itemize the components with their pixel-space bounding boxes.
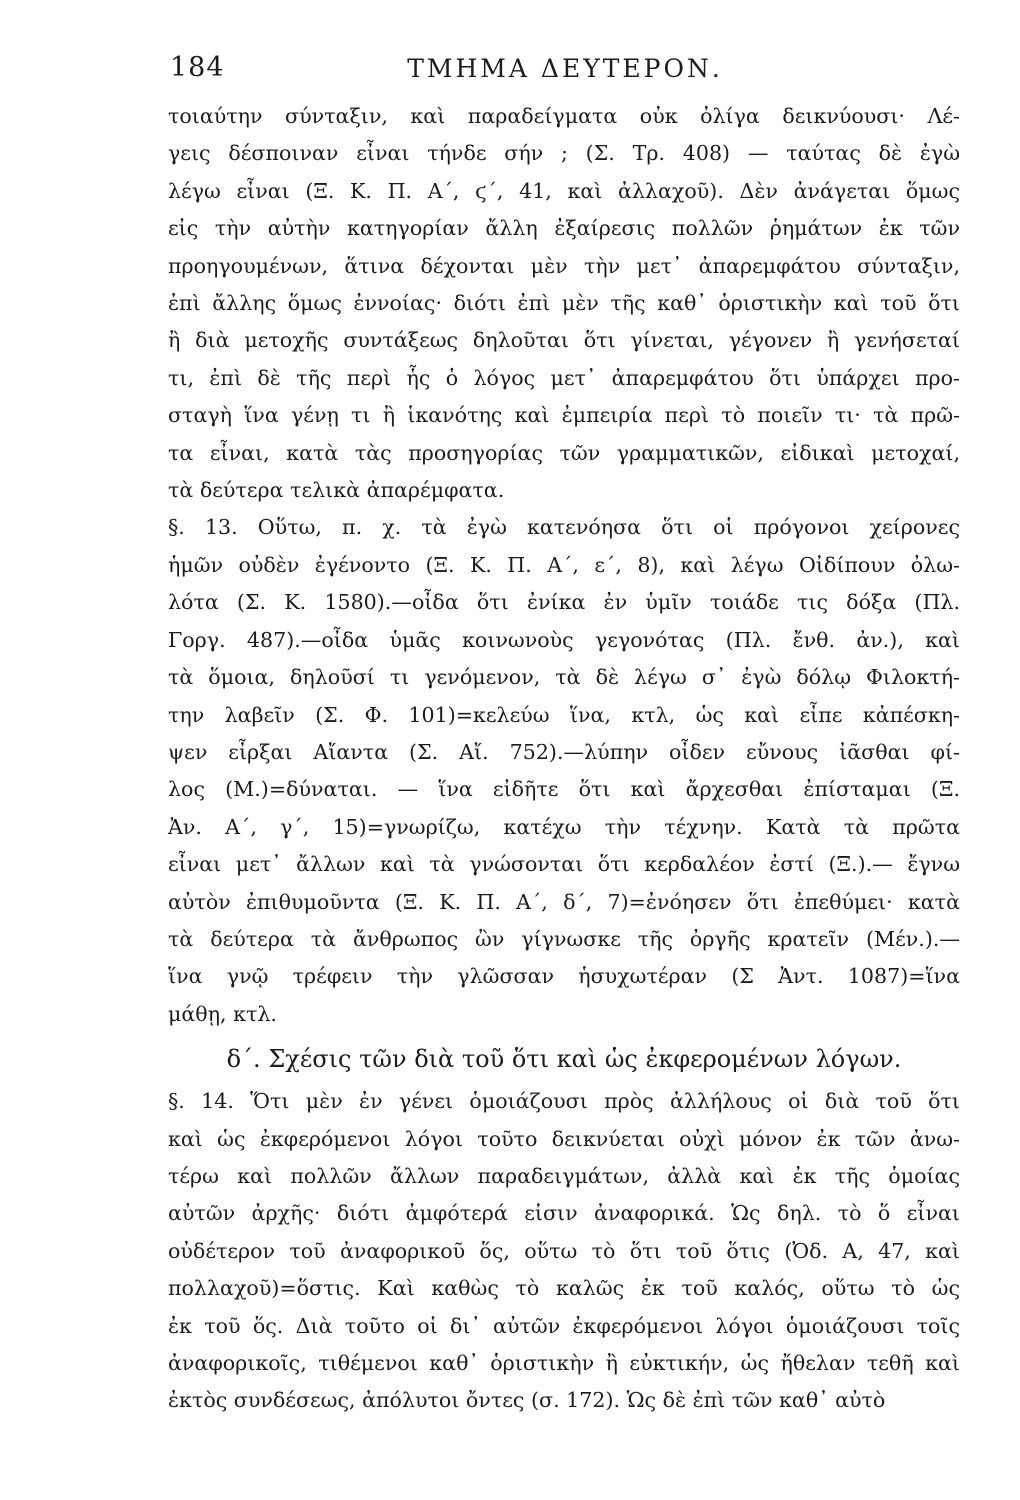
text-line: τι, ἐπὶ δὲ τῆς περὶ ἧς ὁ λόγος μετ᾽ ἀπαρεμφάτου ὅτι ὑπάρχει προ- [168, 365, 960, 390]
text-line: εἶναι μετ᾽ ἄλλων καὶ τὰ γνώσονται ὅτι κερδαλέον ἐστί (Ξ.).— ἔγνω [168, 852, 960, 877]
text-line: καὶ ὡς ἐκφερόμενοι λόγοι τοῦτο δεικνύεται οὐχὶ μόνον ἐκ τῶν ἀνω- [168, 1126, 960, 1151]
text-line: ἐκ τοῦ ὅς. Διὰ τοῦτο οἱ δι᾽ αὐτῶν ἐκφερόμενοι λόγοι ὁμοιάζουσι τοῖς [168, 1313, 960, 1338]
text-line: αὐτῶν ἀρχῆς· διότι ἀμφότερά εἰσιν ἀναφορικά. Ὡς δηλ. τὸ ὅ εἶναι [168, 1201, 960, 1226]
text-line: μάθῃ, κτλ. [168, 1001, 277, 1026]
paragraph-syntax-exceptions [168, 98, 960, 509]
paragraph-section-13 [168, 509, 960, 1033]
text-line: ψεν εἶρξαι Αἴαντα (Σ. Αἴ. 752).—λύπην οἶδεν εὔνους ἰᾶσθαι φί- [168, 739, 960, 764]
text-line: Ἀν. Α΄, γ΄, 15)=γνωρίζω, κατέχω τὴν τέχνην. Κατὰ τὰ πρῶτα [168, 814, 960, 839]
text-line: τὰ δεύτερα τὰ ἄνθρωπος ὢν γίγνωσκε τῆς ὀργῆς κρατεῖν (Μέν.).— [168, 926, 960, 951]
page-number: 184 [170, 52, 225, 83]
text-line: ἢ διὰ μετοχῆς συντάξεως δηλοῦται ὅτι γίνεται, γέγονεν ἢ γενήσεταί [168, 328, 960, 353]
page-body [168, 98, 960, 1420]
text-line: τοιαύτην σύνταξιν, καὶ παραδείγματα οὐκ ὀλίγα δεικνύουσι· Λέ- [168, 104, 960, 128]
text-line: σταγὴ ἵνα γένῃ τι ἢ ἱκανότης καὶ ἐμπειρία περὶ τὸ ποιεῖν τι· τὰ πρῶ- [168, 403, 960, 428]
text-line: γεις δέσποιναν εἶναι τήνδε σήν ; (Σ. Τρ. 408) — ταύτας δὲ ἐγὼ [168, 141, 960, 166]
section-heading: δ΄. Σχέσις τῶν διὰ τοῦ ὅτι καὶ ὡς ἐκφερομένων λόγων. [226, 1045, 902, 1074]
text-line: τὰ ὅμοια, δηλοῦσί τι γενόμενον, τὰ δὲ λέγω σ᾽ ἐγὼ δόλῳ Φιλοκτή- [168, 665, 960, 690]
text-line: τὰ δεύτερα τελικὰ ἀπαρέμφατα. [168, 478, 505, 503]
text-line: προηγουμένων, ἅτινα δέχονται μὲν τὴν μετ᾽ ἀπαρεμφάτου σύνταξιν, [168, 253, 960, 278]
text-line: ἐπὶ ἄλλης ὅμως ἐννοίας· διότι ἐπὶ μὲν τῆς καθ᾽ ὁριστικὴν καὶ τοῦ ὅτι [168, 291, 960, 316]
text-line: §. 14. Ὅτι μὲν ἐν γένει ὁμοιάζουσι πρὸς ἀλλήλους οἱ διὰ τοῦ ὅτι [168, 1089, 960, 1114]
text-line: ἵνα γνῷ τρέφειν τὴν γλῶσσαν ἡσυχωτέραν (Σ Ἀντ. 1087)=ἵνα [168, 964, 960, 989]
text-line: ἀναφορικοῖς, τιθέμενοι καθ᾽ ὁριστικὴν ἢ εὐκτικήν, ὡς ἤθελαν τεθῆ καὶ [168, 1351, 960, 1375]
text-line: αὐτὸν ἐπιθυμοῦντα (Ξ. Κ. Π. Α΄, δ΄, 7)=ἐνόησεν ὅτι ἐπεθύμει· κατὰ [168, 889, 960, 914]
paragraph-section-14 [168, 1083, 960, 1420]
text-line: λέγω εἶναι (Ξ. Κ. Π. Α΄, ϛ΄, 41, καὶ ἀλλαχοῦ). Δὲν ἀνάγεται ὅμως [168, 178, 960, 203]
text-line: λότα (Σ. Κ. 1580).—οἶδα ὅτι ἐνίκα ἐν ὑμῖν τοιάδε τις δόξα (Πλ. [168, 590, 960, 615]
text-line: ἡμῶν οὐδὲν ἐγένοντο (Ξ. Κ. Π. Α΄, ε΄, 8), καὶ λέγω Οἰδίπουν ὀλω- [168, 552, 960, 577]
text-line: Γοργ. 487).—οἶδα ὑμᾶς κοινωνοὺς γεγονότας (Πλ. ἔνθ. ἀν.), καὶ [168, 627, 960, 652]
running-title: ΤΜΗΜΑ ΔΕΥΤΕΡΟΝ. [407, 54, 723, 83]
text-line: την λαβεῖν (Σ. Φ. 101)=κελεύω ἵνα, κτλ, ὡς καὶ εἶπε κἀπέσκη- [168, 702, 960, 727]
text-line: ἐκτὸς συνδέσεως, ἀπόλυτοι ὄντες (σ. 172). Ὡς δὲ ἐπὶ τῶν καθ᾽ αὐτὸ [168, 1388, 886, 1413]
text-line: εἰς τὴν αὐτὴν κατηγορίαν ἄλλη ἐξαίρεσις πολλῶν ῥημάτων ἐκ τῶν [168, 216, 960, 241]
text-line: τα εἶναι, κατὰ τὰς προσηγορίας τῶν γραμματικῶν, εἰδικαὶ μετοχαί, [168, 440, 960, 465]
text-line: λος (Μ.)=δύναται. — ἵνα εἰδῆτε ὅτι καὶ ἄρχεσθαι ἐπίσταμαι (Ξ. [168, 777, 960, 802]
page-header [170, 52, 960, 102]
text-line: οὐδέτερον τοῦ ἀναφορικοῦ ὅς, οὕτω τὸ ὅτι τοῦ ὅτις (Ὀδ. Α, 47, καὶ [168, 1238, 960, 1263]
text-line: τέρω καὶ πολλῶν ἄλλων παραδειγμάτων, ἀλλὰ καὶ ἐκ τῆς ὁμοίας [168, 1163, 960, 1188]
text-line: πολλαχοῦ)=ὅστις. Καὶ καθὼς τὸ καλῶς ἐκ τοῦ καλός, οὕτω τὸ ὡς [168, 1276, 960, 1301]
text-line: §. 13. Οὕτω, π. χ. τὰ ἐγὼ κατενόησα ὅτι οἱ πρόγονοι χείρονες [168, 515, 960, 540]
